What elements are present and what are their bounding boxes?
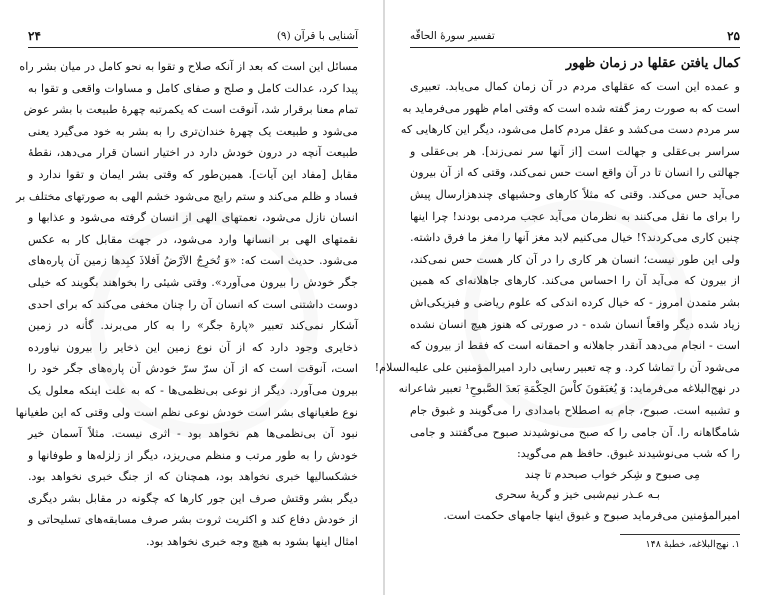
- right-page-body: [374, 76, 740, 465]
- text-line: می‌آید حس می‌کند. وقتی که مثلاً کارهای وحشیهای چندهزارسال پیش: [410, 187, 740, 201]
- text-line: آشکار نمی‌کند تعبیر «پارهٔ جگر» را به کار می‌برند. گأنه در زمین: [28, 319, 358, 333]
- right-header-title: تفسیر سورهٔ الحاقّه: [410, 30, 495, 42]
- text-line: دوست داشتنی است که انسان آن را چنان مخفی می‌کند که برای احدی: [28, 297, 358, 311]
- left-page-number: ۲۴: [28, 29, 41, 43]
- text-line: خشکسالیها خبری نخواهد بود، همچنان که از جنگ خبری نخواهد بود.: [28, 470, 358, 484]
- poem-verse-1: مِی صبوح و شِکر خواب صبحدم تا چند: [524, 467, 700, 481]
- text-line: از خودش دفاع کند و اکثریت ثروت بشر صرف مسابقه‌های تسلیحاتی و: [28, 513, 358, 527]
- right-page: [374, 0, 768, 595]
- footnote: ۱. نهج‌البلاغه، خطبهٔ ۱۴۸: [645, 539, 740, 551]
- text-line: را برای ما نقل می‌کنند به نظرمان می‌آید عجب مردمی بودند! چرا اینها: [410, 209, 740, 223]
- left-page-header: [28, 28, 358, 48]
- text-line: امثال اینها بشود به هیچ وجه خبری نخواهد بود.: [145, 535, 358, 549]
- right-page-header: [410, 28, 740, 48]
- text-line: چنین کاری می‌کردند؟! خیال می‌کنیم لابد مغز آنها را مغز ما فرق داشته.: [410, 231, 740, 245]
- text-line: دیگر بشر وقتش صرف این جور کارها که چگونه در مقابل بشر دیگری: [28, 491, 358, 505]
- text-line: از بیرون که می‌آید آن را احساس می‌کند. کارهای جاهلانه‌ای که همین: [410, 274, 740, 288]
- text-line: فساد و ظلم می‌کند و ستم رایج می‌شود خشم الهی به صورتهای مختلف بر: [16, 189, 358, 203]
- text-line: می‌شود و طبیعت یک چهرهٔ خندان‌تری را به بشر به خود می‌گیرد یعنی: [28, 124, 358, 138]
- text-line: شامگاهانه را. آن جامی را که صبح می‌نوشیدند صبوح می‌گفتند و جامی: [410, 425, 740, 439]
- text-line: می‌شود. حدیث است که: «وَ تُخرِجُ الاَرْضُ اَفلاذَ کبِدها زمین آن پاره‌های: [28, 254, 358, 268]
- text-line: نبود آن بی‌نظمی‌ها هم نخواهد بود - اثری نیست. مثلاً آسمان خیر: [28, 427, 358, 441]
- text-line: در نهج‌البلاغه می‌فرماید: وَ یُغبَقونَ کاْسَ الحِکْمَةِ بَعدَ الصَّبوحِ¹ تعبیر شاعرانه: [398, 382, 740, 396]
- text-line: نوع طغیانهای بشر است خودش نوعی نظم است ولی وقتی که این طغیانها: [15, 405, 358, 419]
- text-line: جگر خودش را بیرون می‌آورد». وقتی شیئی را بخواهند بگویند که خیلی: [28, 275, 358, 289]
- text-line: انسان نازل می‌شود، نعمتهای الهی از انسان گرفته می‌شود و عذابها و: [28, 211, 358, 225]
- after-verse-line: امیرالمؤمنین می‌فرماید صبوح و غبوق اینها جامهای حکمت است.: [443, 508, 740, 522]
- text-line: است که به صورت رمز گفته شده است که وقتی امام ظهور می‌فرماید به: [402, 101, 740, 115]
- text-line: خودش را به طور مرتب و منظم می‌ریزد، دیگر از زلزله‌ها و طوفانها و: [28, 448, 358, 462]
- left-page-body: [15, 56, 358, 553]
- section-title: کمال یافتن عقلها در زمان ظهور: [565, 56, 740, 71]
- text-line: را که شب می‌نوشیدند غبوق. حافظ هم می‌گوید:: [517, 447, 740, 461]
- text-line: سر مردم دست می‌کشد و عقل مردم کامل می‌شود، دیگر این کارهایی که: [400, 123, 740, 137]
- text-line: ذخایری وجود دارد که از آن نوع زمین این ذخایر را بیرون نیاورده: [28, 340, 358, 354]
- text-line: است، آنوقت است که از آن سرّ سرّ خودش آن پاره‌های جگر خود را: [28, 362, 358, 376]
- text-line: مقابل [مفاد این آیات]. همین‌طور که وقتی بشر ایمان و تقوا ندارد و: [28, 167, 358, 181]
- poem-verse-2: بـه عـذر نیم‌شبی خیز و گریهٔ سحری: [495, 487, 660, 501]
- text-line: زیاد شده دیگر واقعاً انسان شده - در صورتی که هنوز هیچ انسان نشده: [410, 317, 740, 331]
- text-line: و عمده این است که عقلهای مردم در آن زمان کمال می‌یابد. تعبیری: [410, 80, 740, 93]
- text-line: مسائل این است که بعد از آنکه صلاح و تقوا به نحو کامل در میان بشر راه: [19, 60, 358, 73]
- text-line: جهالتی را انسان تا در آن واقع است حس نمی‌کند، وقتی که از آن بیرون: [410, 166, 740, 180]
- left-header-title: آشنایی با قرآن (۹): [276, 30, 358, 42]
- text-line: و تشبیه است. صبوح، جام به اصطلاح بامدادی را می‌گویند و غبوق جام: [410, 403, 740, 417]
- text-line: ولی این طور نیست؛ انسان هر کاری را در آن کار هست حس نمی‌کند،: [410, 252, 740, 266]
- text-line: بیرون می‌آورد. دیگر از نوعی بی‌نظمی‌ها - که به علت اینکه معلول یک: [28, 383, 358, 397]
- text-line: تمام معنا برقرار شد، آنوقت است که یکمرتبه چهرهٔ طبیعت با بشر عوض: [23, 103, 358, 117]
- text-line: بشر متمدن امروز - که خیال کرده اندکی که علوم ریاضی و فیزیکی‌اش: [410, 295, 740, 309]
- text-line: سراسر بی‌عقلی و جهالت است [از آنها سر نمی‌زند]. هر بی‌عقلی و: [410, 144, 740, 158]
- footnote-rule: [620, 534, 740, 535]
- text-line: پیدا کرد، عدالت کامل و صلح و صفای کامل و مساوات واقعی و تقوا به: [28, 81, 358, 95]
- text-line: نقمتهای الهی بر انسانها وارد می‌شود، در جهت مقابل کار به عکس: [28, 232, 358, 246]
- text-line: می‌شود آن را تماشا کرد. و چه تعبیر رسایی دارد امیرالمؤمنین علی علیه‌السلام!: [374, 360, 740, 374]
- text-line: است - انجام می‌دهد آنقدر جاهلانه و احمقانه است که فقط از بیرون که: [410, 339, 740, 353]
- text-line: طبیعت آنچه در درون خودش دارد در اختیار انسان قرار می‌دهد، نقطهٔ: [28, 146, 358, 160]
- right-page-number: ۲۵: [727, 29, 740, 43]
